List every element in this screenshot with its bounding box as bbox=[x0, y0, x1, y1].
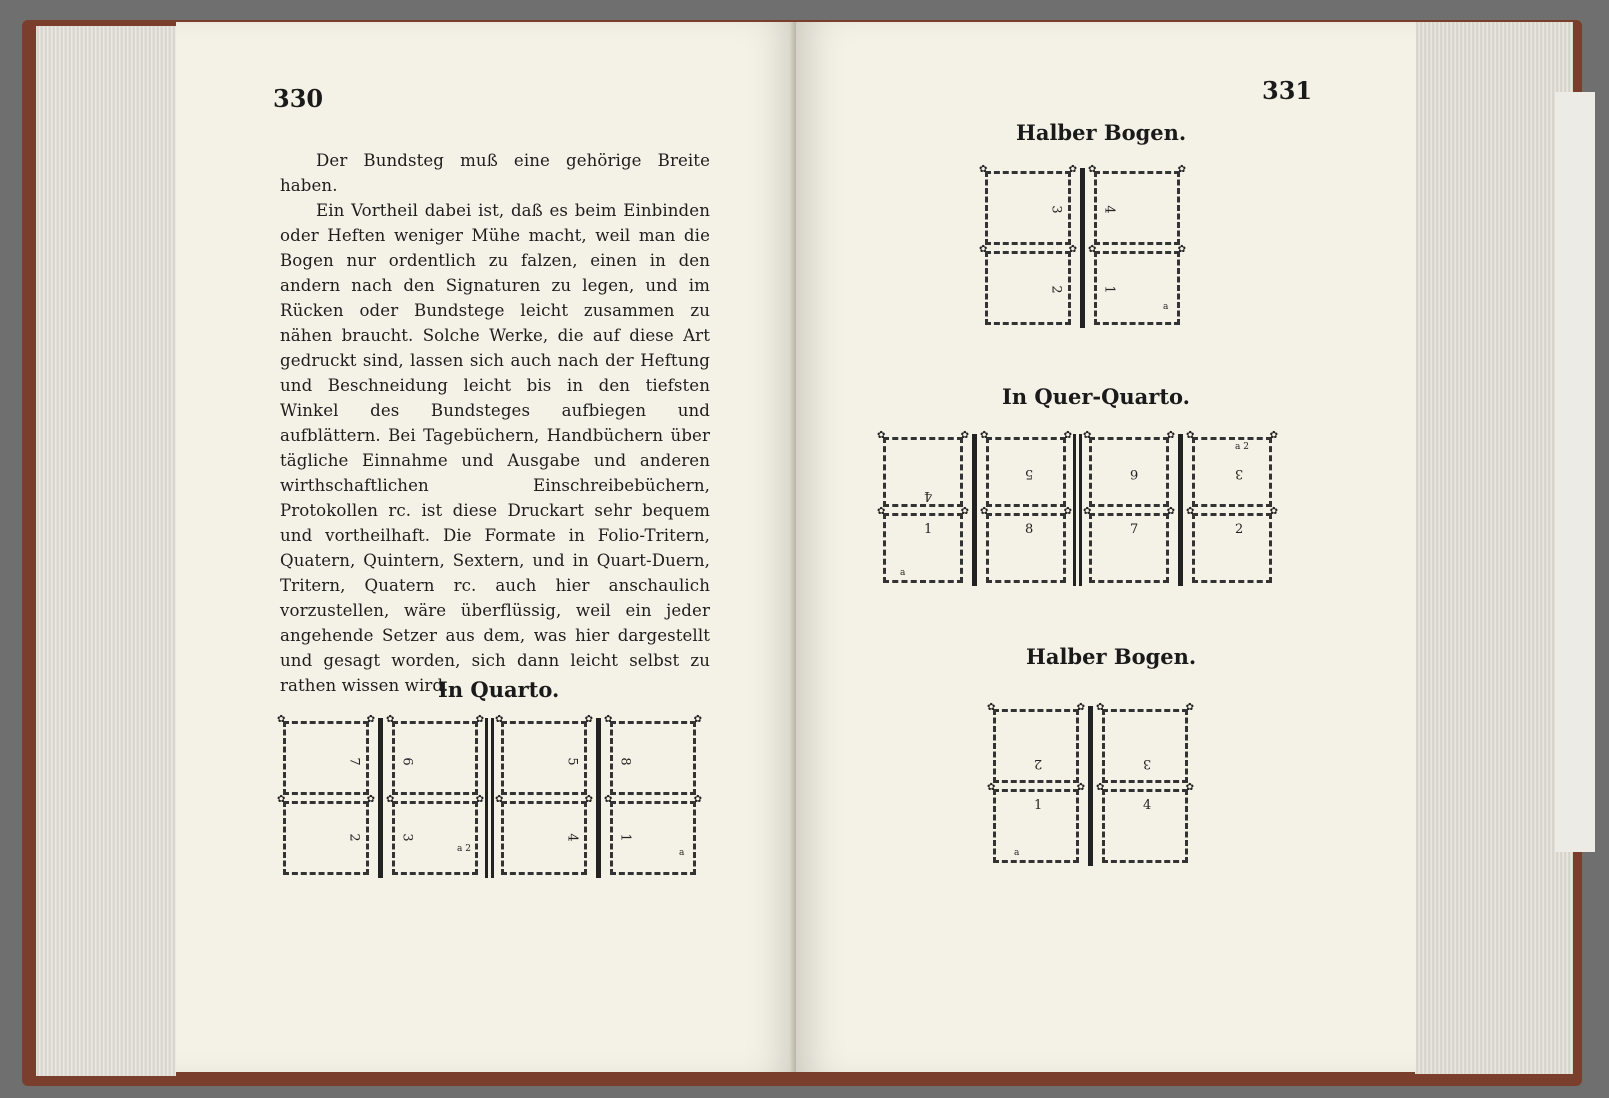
quarto-frame bbox=[501, 721, 587, 795]
gutter-rule bbox=[972, 434, 977, 586]
quarto-frame bbox=[283, 801, 369, 875]
page-number-4: ✿ 4 bbox=[1143, 798, 1152, 813]
signature-a: a bbox=[1014, 848, 1020, 858]
page-number-2: ✿ 2 bbox=[1034, 756, 1043, 771]
right-page bbox=[796, 22, 1416, 1072]
page-number-5: ✿ 5 bbox=[564, 757, 580, 766]
paper-slip bbox=[1555, 92, 1595, 852]
quer-quarto-diagram bbox=[880, 434, 1275, 586]
half-frame bbox=[985, 251, 1071, 325]
quarto-frame bbox=[392, 721, 478, 795]
page-number-5: ✿ 5 bbox=[1025, 466, 1034, 481]
quer-frame bbox=[986, 437, 1066, 507]
paragraph-2: Ein Vortheil dabei ist, daß es beim Einbinden oder Heften weniger Mühe macht, weil man die Bogen nur ordentlich zu falzen, einen in den andern nach den Signaturen zu legen, und im Rücken oder Bundstege leicht zusammen zu nähen braucht. Solche Werke, die auf diese Art gedruckt sind, lassen sich auch nach der Heftung und Beschneidung leicht bis in den tiefsten Winkel des Bundsteges aufbiegen und aufblättern. Bei Tagebüchern, Handbüchern über tägliche Einnahme und Ausgabe und anderen wirthschaftlichen Einschreibebüchern, Protokollen rc. ist diese Druckart sehr bequem und vortheilhaft. Die Formate in Folio-Tritern, Quatern, Quintern, Sextern, und in Quart-Duern, Tritern, Quatern rc. auch hier anschaulich vorzustellen, wäre überflüssig, weil ein jeder angehende Setzer aus dem, was hier dargestellt und gesagt worden, sich dann leicht selbst zu rathen wissen wird. bbox=[280, 201, 710, 695]
quer-frame bbox=[1192, 437, 1272, 507]
page-number-1: ✿ 1 bbox=[617, 833, 633, 842]
page-number-4: ✿ 4 bbox=[1101, 205, 1117, 214]
page-number-4: ✿ 4 bbox=[924, 488, 933, 503]
half-sheet-diagram-1 bbox=[982, 168, 1183, 328]
half-frame bbox=[985, 171, 1071, 245]
page-number-7: ✿ 7 bbox=[346, 757, 362, 766]
quarto-frame bbox=[392, 801, 478, 875]
quarto-frame bbox=[610, 721, 696, 795]
heading-halber-bogen-1: Halber Bogen. bbox=[1016, 120, 1187, 145]
gutter-rule bbox=[1080, 168, 1085, 328]
heading-in-quarto: In Quarto. bbox=[438, 677, 560, 702]
signature-a: a bbox=[900, 568, 906, 578]
half-frame bbox=[1102, 789, 1188, 863]
half-frame bbox=[1094, 171, 1180, 245]
quer-frame bbox=[1089, 437, 1169, 507]
gutter-rule bbox=[378, 718, 383, 878]
page-edges-right bbox=[1415, 22, 1573, 1074]
page-number-8: ✿ 8 bbox=[1025, 522, 1034, 537]
quer-frame bbox=[883, 437, 963, 507]
page-number-2: ✿ 2 bbox=[1048, 285, 1064, 294]
paragraph-1: Der Bundsteg muß eine gehörige Breite haben. bbox=[280, 151, 710, 195]
heading-in-quer-quarto: In Quer-Quarto. bbox=[1002, 384, 1190, 409]
page-number-3: ✿ 3 bbox=[399, 833, 415, 842]
page-number-2: ✿ 2 bbox=[1235, 522, 1244, 537]
page-number-right: 331 bbox=[1262, 76, 1313, 105]
page-number-6: ✿ 6 bbox=[399, 757, 415, 766]
page-number-3: ✿ 3 bbox=[1048, 205, 1064, 214]
quarto-frame bbox=[610, 801, 696, 875]
page-number-2: ✿ 2 bbox=[346, 833, 362, 842]
gutter-rule bbox=[596, 718, 601, 878]
quer-frame bbox=[1192, 513, 1272, 583]
page-number-8: ✿ 8 bbox=[617, 757, 633, 766]
page-edges-left bbox=[36, 26, 176, 1076]
page-number-7: ✿ 7 bbox=[1130, 522, 1139, 537]
page-number-4: ✿ 4 bbox=[564, 833, 580, 842]
quer-frame bbox=[883, 513, 963, 583]
page-number-left: 330 bbox=[273, 84, 324, 113]
gutter-rule bbox=[1088, 706, 1093, 866]
quarto-frame bbox=[501, 801, 587, 875]
page-number-3: 3 bbox=[1235, 466, 1244, 481]
page-number-1: ✿ 1 bbox=[924, 522, 933, 537]
center-rule bbox=[1073, 434, 1082, 586]
page-number-3: ✿ 3 bbox=[1143, 756, 1152, 771]
quarto-diagram bbox=[280, 718, 699, 878]
half-frame bbox=[993, 789, 1079, 863]
quer-frame bbox=[986, 513, 1066, 583]
gutter-rule bbox=[1178, 434, 1183, 586]
quarto-frame bbox=[283, 721, 369, 795]
body-text bbox=[280, 148, 710, 698]
half-frame bbox=[1102, 709, 1188, 783]
left-page bbox=[176, 22, 796, 1072]
signature-a2: ✿ a 2 bbox=[1235, 442, 1249, 452]
half-sheet-diagram-2 bbox=[990, 706, 1191, 866]
signature-a: a bbox=[1163, 302, 1169, 312]
center-rule bbox=[485, 718, 494, 878]
half-frame bbox=[993, 709, 1079, 783]
half-frame bbox=[1094, 251, 1180, 325]
heading-halber-bogen-2: Halber Bogen. bbox=[1026, 644, 1197, 669]
quer-frame bbox=[1089, 513, 1169, 583]
page-number-6: ✿ 6 bbox=[1130, 466, 1139, 481]
signature-a: a bbox=[679, 848, 685, 858]
signature-a2: a 2 bbox=[457, 844, 471, 854]
page-number-1: ✿ 1 bbox=[1101, 285, 1117, 294]
page-number-1: ✿ 1 bbox=[1034, 798, 1043, 813]
